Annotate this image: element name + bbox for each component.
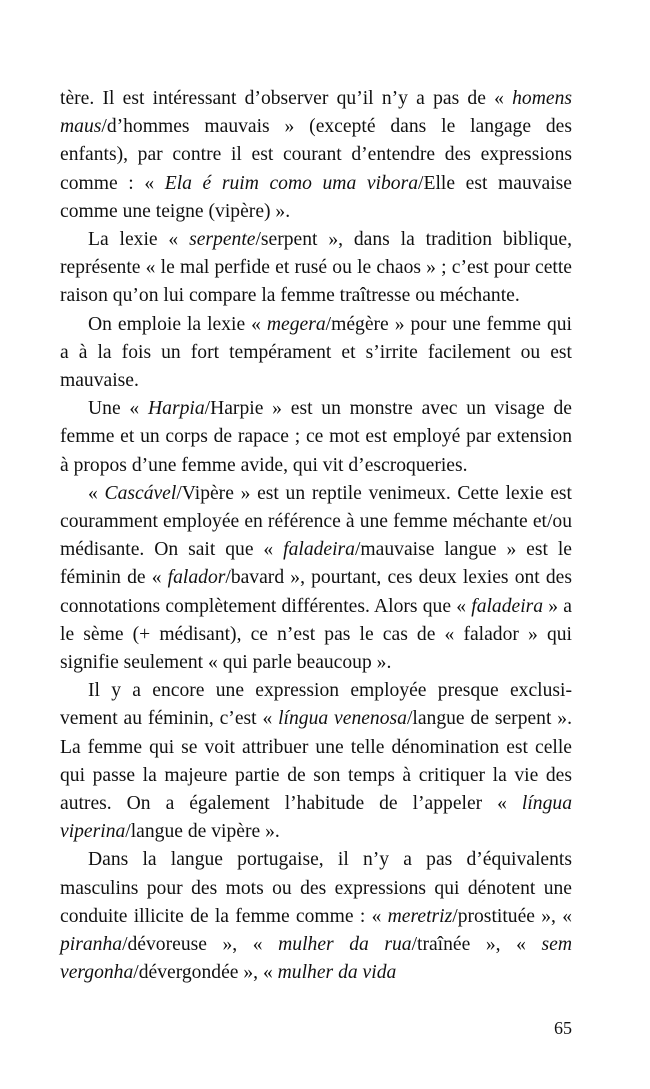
text-run: /dévoreuse », « (122, 934, 279, 956)
text-run: /Vipère » est un reptile venimeux. Cette lexie est couramment employée en référence à une femme méchante et/ou médisante. On sait que « (60, 482, 572, 561)
text-run: « (88, 482, 105, 504)
text-run: Il y a encore une expression employée presque exclusivement au féminin, c’est « (60, 680, 572, 730)
italic-term: língua viperina (60, 793, 572, 843)
italic-term: falador (167, 567, 226, 589)
text-run: Une « (88, 398, 149, 420)
text-run: /Elle est mauvaise comme une teigne (vipère) ». (60, 172, 572, 222)
text-run: /d’hommes mauvais » (excepté dans le langage des enfants), par contre il est courant d’entendre des expressions comme : « (60, 116, 572, 194)
italic-term: faladeira (471, 595, 544, 617)
paragraph-2 (60, 226, 572, 311)
text-run: La lexie « (88, 229, 190, 251)
italic-term: sem vergonha (60, 934, 572, 984)
text-run: /bavard », pourtant, ces deux lexies ont des connotations complètement différentes. Alors que « (60, 567, 572, 617)
text-run: /langue de vipère ». (125, 821, 280, 843)
paragraph-6 (60, 677, 572, 846)
italic-term: piranha (60, 934, 123, 956)
italic-term: mulher da vida (277, 962, 397, 984)
italic-term: língua venenosa (278, 708, 407, 730)
paragraph-5 (60, 480, 572, 677)
italic-term: Ela é ruim como uma vibora (164, 172, 419, 194)
text-run: » a le sème (+ médisant), ce n’est pas le cas de « falador » qui signifie seulement « qui parle beaucoup ». (60, 595, 573, 674)
italic-term: megera (266, 313, 326, 335)
text-run: /dévergondée », « (133, 962, 278, 984)
italic-term: homens maus (60, 88, 572, 138)
italic-term: meretriz (387, 905, 453, 927)
text-run: /traînée », « (411, 934, 542, 956)
text-run: On emploie la lexie « (88, 313, 267, 335)
paragraph-4 (60, 395, 572, 480)
paragraph-1 (60, 85, 572, 226)
page-number: 65 (554, 1018, 572, 1038)
text-run: /langue de serpent ». La femme qui se voit attribuer une telle dénomination est celle qui passe la majeure partie de son temps à critiquer la vie des autres. On a également l’habitude de l’appeler « (60, 708, 572, 815)
italic-term: faladeira (283, 539, 355, 561)
text-run: /prostituée », « (452, 905, 572, 927)
paragraph-7 (60, 846, 572, 987)
text-run: /mauvaise langue » est le féminin de « (60, 539, 572, 589)
italic-term: Cascável (104, 482, 177, 504)
italic-term: Harpia (148, 398, 205, 420)
paragraph-3 (60, 311, 572, 396)
text-run: /Harpie » est un monstre avec un visage de femme et un corps de rapace ; ce mot est employé par extension à propos d’une femme avide, qui vit d’escroqueries. (60, 398, 572, 476)
italic-term: mulher da rua (278, 934, 412, 956)
text-run: tère. Il est intéressant d’observer qu’il n’y a pas de « (60, 88, 513, 109)
text-run: /mégère » pour une femme qui a à la fois un fort tempérament et s’irrite facilement ou est mauvaise. (60, 313, 572, 392)
italic-term: serpente (189, 229, 256, 251)
page-body (60, 85, 572, 988)
text-run: Dans la langue portugaise, il n’y a pas d’équivalents masculins pour des mots ou des expressions qui dénotent une conduite illicite de la femme comme : « (60, 849, 572, 927)
text-run: /serpent », dans la tradition biblique, représente « le mal perfide et rusé ou le chaos » ; c’est pour cette raison qu’on lui compare la femme traîtresse ou méchante. (60, 229, 572, 307)
